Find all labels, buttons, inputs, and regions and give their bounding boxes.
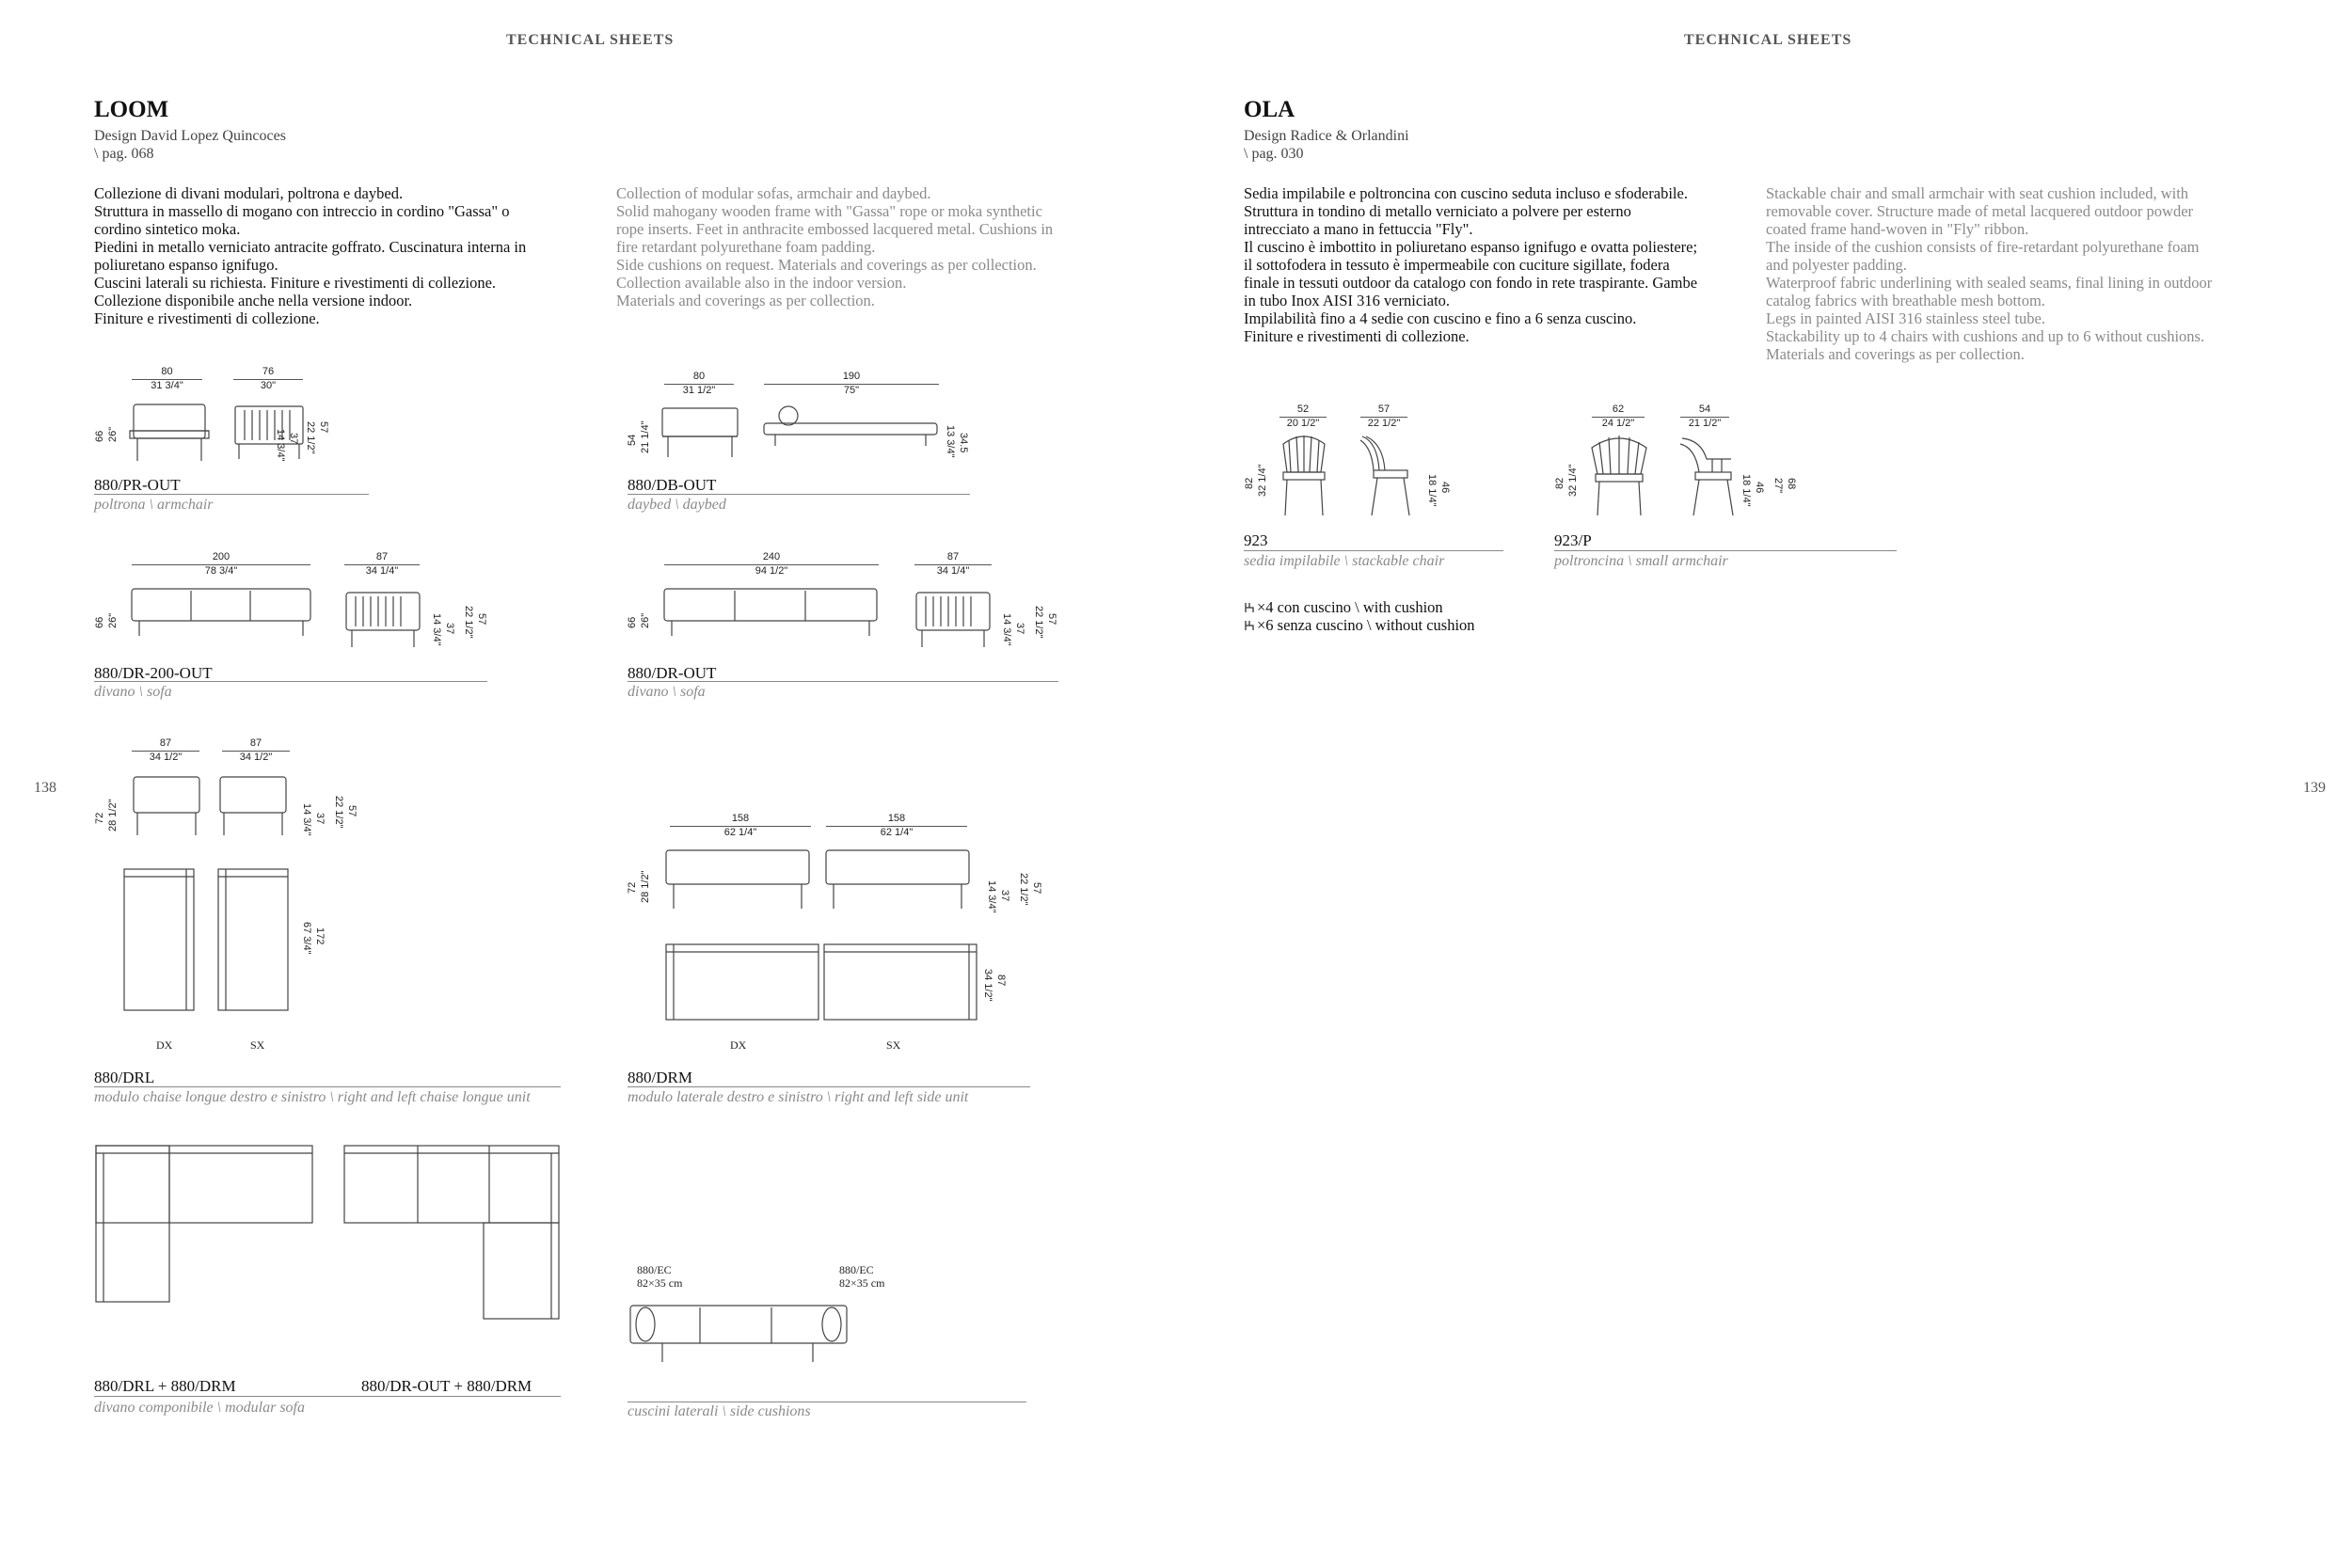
dim-depth: 76 xyxy=(262,366,275,377)
dim-width-in: 62 1/4" xyxy=(723,827,757,838)
chaise-dx-front-drawing xyxy=(132,773,207,839)
dim-seat-in: 14 3/4" xyxy=(301,803,312,836)
dim-depth: 87 xyxy=(375,551,389,562)
dim-arm: 57 xyxy=(1031,882,1042,895)
dim-arm-in: 27" xyxy=(1772,478,1784,494)
dim-depth: 172 xyxy=(314,927,326,945)
dim-width-in: 94 1/2" xyxy=(755,565,788,577)
sofa-200-side-drawing xyxy=(344,591,429,651)
ola-en-line: and polyester padding. xyxy=(1766,256,1907,274)
ola-page-ref: \ pag. 030 xyxy=(1244,146,1304,162)
dim-width-in: 31 3/4" xyxy=(151,380,183,391)
dim-height: 72 xyxy=(94,812,105,824)
stacked-chairs-icon xyxy=(1244,619,1257,632)
dim-seat-in: 14 3/4" xyxy=(275,429,286,462)
loom-it-line: Struttura in massello di mogano con intreccio in cordino "Gassa" o xyxy=(94,202,510,220)
dim-arm-in: 22 1/2" xyxy=(333,796,344,829)
cushion-label: 880/EC xyxy=(839,1263,874,1276)
chair-front-drawing xyxy=(1276,433,1332,521)
dim-depth-in: 22 1/2" xyxy=(1367,418,1401,429)
ola-description-it xyxy=(1244,184,1697,345)
dim-width: 80 xyxy=(692,371,706,382)
loom-en-line: fire retardant polyurethane foam padding. xyxy=(616,238,876,256)
dim-arm-in: 22 1/2" xyxy=(1018,873,1029,906)
product-code: 923 xyxy=(1244,531,1268,549)
dim-height-in: 26" xyxy=(640,612,651,628)
ola-en-line: Stackability up to 4 chairs with cushions and up to 6 without cushions. xyxy=(1766,327,2205,345)
chair-side-drawing xyxy=(1359,433,1415,521)
loom-description-it xyxy=(94,184,526,327)
dim-width: 52 xyxy=(1296,404,1310,415)
dim-seat: 37 xyxy=(288,433,299,445)
product-code: 880/DR-200-OUT xyxy=(94,664,213,682)
loom-en-line: Collection available also in the indoor version. xyxy=(616,274,907,292)
sofa-240-front-drawing xyxy=(662,585,884,641)
loom-en-line: Solid mahogany wooden frame with "Gassa" rope or moka synthetic xyxy=(616,202,1042,220)
dim-width: 87 xyxy=(249,737,262,749)
product-desc: modulo laterale destro e sinistro \ right and left side unit xyxy=(628,1089,969,1105)
dim-depth: 87 xyxy=(995,974,1007,987)
product-desc: poltroncina \ small armchair xyxy=(1554,553,1728,569)
dim-seat-in: 14 3/4" xyxy=(431,613,442,646)
dim-depth: 54 xyxy=(1698,404,1711,415)
product-desc: divano componibile \ modular sofa xyxy=(94,1400,305,1416)
side-cushions-drawing xyxy=(628,1302,854,1368)
side-unit-front-drawing xyxy=(664,847,984,914)
dim-seat-in: 14 3/4" xyxy=(986,880,997,913)
product-desc: cuscini laterali \ side cushions xyxy=(628,1403,811,1419)
loom-designer: Design David Lopez Quincoces xyxy=(94,128,286,144)
product-desc: divano \ sofa xyxy=(94,684,172,700)
armchair-front-drawing xyxy=(130,403,215,467)
loom-it-line: Finiture e rivestimenti di collezione. xyxy=(94,309,320,327)
ola-it-line: Il cuscino è imbottito in poliuretano espanso ignifugo e ovatta poliestere; xyxy=(1244,238,1698,256)
dim-depth-in: 34 1/4" xyxy=(936,565,970,577)
product-code: 880/DRM xyxy=(628,1069,692,1086)
dim-length: 190 xyxy=(842,371,861,382)
ola-en-line: catalog fabrics with breathable mesh bottom. xyxy=(1766,292,2045,309)
dim-arm: 57 xyxy=(1046,613,1057,626)
dim-height: 72 xyxy=(627,881,638,894)
loom-it-line: Collezione disponibile anche nella versione indoor. xyxy=(94,292,413,309)
dim-height-in: 28 1/2" xyxy=(640,870,651,903)
dim-height: 66 xyxy=(94,616,105,628)
product-code: 880/PR-OUT xyxy=(94,476,181,494)
ola-en-line: coated frame hand-woven in "Fly" ribbon. xyxy=(1766,220,2029,238)
dim-width-in: 62 1/4" xyxy=(880,827,914,838)
dim-width: 62 xyxy=(1612,404,1625,415)
product-code: 880/DB-OUT xyxy=(628,476,717,494)
page-number-right: 139 xyxy=(2303,780,2326,796)
ola-en-line: Stackable chair and small armchair with seat cushion included, with xyxy=(1766,184,2189,202)
stack-note-with-cushion xyxy=(1244,598,1443,616)
product-code: 880/DR-OUT + 880/DRM xyxy=(361,1377,532,1395)
dim-seat: 46 xyxy=(1439,482,1451,494)
dim-width: 200 xyxy=(212,551,230,562)
ola-designer: Design Radice & Orlandini xyxy=(1244,128,1409,144)
dim-seat-in: 14 3/4" xyxy=(1001,613,1012,646)
loom-title: LOOM xyxy=(94,97,169,122)
dim-depth-in: 34 1/2" xyxy=(982,969,993,1002)
loom-description-en xyxy=(616,184,1053,309)
ola-it-line: il sottofodera in tessuto è impermeabile con cuciture sigillate, fodera xyxy=(1244,256,1670,274)
sofa-240-side-drawing xyxy=(914,591,999,651)
dim-height: 66 xyxy=(627,616,638,628)
product-code: 880/DRL xyxy=(94,1069,155,1086)
loom-it-line: poliuretano espanso ignifugo. xyxy=(94,256,278,274)
sofa-200-front-drawing xyxy=(130,585,318,641)
dim-height-in: 32 1/4" xyxy=(1567,464,1579,497)
dim-height: 82 xyxy=(1244,477,1255,489)
stacked-chairs-icon xyxy=(1244,601,1257,614)
dim-arm: 57 xyxy=(346,805,358,817)
dim-width-in: 34 1/2" xyxy=(239,752,273,763)
dim-depth-in: 21 1/2" xyxy=(1688,418,1722,429)
dim-arm-in: 22 1/2" xyxy=(463,606,474,639)
header-left: TECHNICAL SHEETS xyxy=(506,32,675,48)
daybed-front-drawing xyxy=(660,406,745,463)
page-number-left: 138 xyxy=(34,780,56,796)
ola-it-line: Struttura in tondino di metallo verniciato a polvere per esterno xyxy=(1244,202,1631,220)
ola-it-line: Impilabilità fino a 4 sedie con cuscino e fino a 6 senza cuscino. xyxy=(1244,309,1637,327)
stack-note-without-cushion xyxy=(1244,616,1475,634)
dim-width-in: 34 1/2" xyxy=(149,752,183,763)
dim-height-in: 28 1/2" xyxy=(107,799,119,832)
dim-width-in: 31 1/2" xyxy=(682,385,716,396)
dim-seat: 34.5 xyxy=(958,433,969,453)
loom-it-line: Cuscini laterali su richiesta. Finiture e rivestimenti di collezione. xyxy=(94,274,497,292)
cushion-size: 82×35 cm xyxy=(839,1276,885,1290)
stack-note-text: ×6 senza cuscino \ without cushion xyxy=(1257,616,1475,634)
label-dx: DX xyxy=(156,1038,173,1052)
dim-arm: 57 xyxy=(318,421,329,434)
product-desc: poltrona \ armchair xyxy=(94,497,214,513)
dim-depth-in: 34 1/4" xyxy=(365,565,399,577)
loom-en-line: Materials and coverings as per collection. xyxy=(616,292,875,309)
dim-seat: 37 xyxy=(314,813,326,825)
loom-en-line: Collection of modular sofas, armchair and daybed. xyxy=(616,184,931,202)
dim-height-in: 26" xyxy=(107,612,119,628)
label-sx: SX xyxy=(886,1038,901,1052)
chaise-top-drawing xyxy=(122,867,301,1018)
dim-width-in: 24 1/2" xyxy=(1601,418,1635,429)
dim-width: 87 xyxy=(159,737,172,749)
dim-arm: 68 xyxy=(1786,478,1797,490)
product-desc: modulo chaise longue destro e sinistro \ right and left chaise longue unit xyxy=(94,1089,531,1105)
dim-seat-in: 18 1/4" xyxy=(1426,474,1438,507)
ola-it-line: Sedia impilabile e poltroncina con cuscino seduta incluso e sfoderabile. xyxy=(1244,184,1688,202)
dim-arm-in: 22 1/2" xyxy=(1033,606,1044,639)
dim-arm-in: 22 1/2" xyxy=(305,421,316,454)
loom-it-line: Piedini in metallo verniciato antracite goffrato. Cuscinatura interna in xyxy=(94,238,527,256)
loom-it-line: Collezione di divani modulari, poltrona e daybed. xyxy=(94,184,404,202)
product-desc: sedia impilabile \ stackable chair xyxy=(1244,553,1445,569)
cushion-label: 880/EC xyxy=(637,1263,672,1276)
dim-width: 80 xyxy=(161,366,173,377)
dim-seat-in: 18 1/4" xyxy=(1740,474,1752,507)
product-code: 880/DR-OUT xyxy=(628,664,717,682)
ola-it-line: in tubo Inox AISI 316 verniciato. xyxy=(1244,292,1451,309)
dim-seat-in: 13 3/4" xyxy=(945,425,956,458)
product-code: 880/DRL + 880/DRM xyxy=(94,1377,236,1395)
dim-arm: 57 xyxy=(476,613,487,626)
dim-seat: 46 xyxy=(1754,482,1765,494)
ola-it-line: finale in tessuti outdoor da catalogo con fondo in rete traspirante. Gambe xyxy=(1244,274,1698,292)
stack-note-text: ×4 con cuscino \ with cushion xyxy=(1257,598,1443,616)
modular-composition-drawing xyxy=(94,1144,564,1323)
side-unit-top-drawing xyxy=(664,942,984,1027)
ola-en-line: The inside of the cushion consists of fire-retardant polyurethane foam xyxy=(1766,238,2200,256)
dim-width: 240 xyxy=(762,551,781,562)
dim-height: 82 xyxy=(1554,477,1565,489)
armchair-side-drawing xyxy=(1678,433,1737,521)
product-desc: daybed \ daybed xyxy=(628,497,726,513)
ola-it-line: Finiture e rivestimenti di collezione. xyxy=(1244,327,1470,345)
dim-height-in: 26" xyxy=(107,426,119,442)
header-right: TECHNICAL SHEETS xyxy=(1684,32,1852,48)
ola-en-line: Legs in painted AISI 316 stainless steel tube. xyxy=(1766,309,2045,327)
ola-en-line: Materials and coverings as per collection. xyxy=(1766,345,2025,363)
daybed-side-drawing xyxy=(760,403,948,459)
loom-en-line: Side cushions on request. Materials and coverings as per collection. xyxy=(616,256,1037,274)
dim-depth: 57 xyxy=(1377,404,1391,415)
dim-height-in: 32 1/4" xyxy=(1257,464,1268,497)
dim-width: 158 xyxy=(731,813,750,824)
dim-height: 54 xyxy=(627,434,638,446)
dim-seat: 37 xyxy=(999,890,1010,902)
dim-width: 158 xyxy=(887,813,906,824)
dim-depth: 87 xyxy=(946,551,960,562)
ola-en-line: removable cover. Structure made of metal lacquered outdoor powder xyxy=(1766,202,2194,220)
dim-length-in: 75" xyxy=(843,385,860,396)
label-dx: DX xyxy=(730,1038,747,1052)
dim-height-in: 21 1/4" xyxy=(640,420,651,453)
product-code: 923/P xyxy=(1554,531,1592,549)
dim-seat: 37 xyxy=(1014,623,1025,635)
cushion-size: 82×35 cm xyxy=(637,1276,683,1290)
armchair-front-drawing xyxy=(1588,433,1650,521)
loom-page-ref: \ pag. 068 xyxy=(94,146,154,162)
dim-seat: 37 xyxy=(444,623,455,635)
ola-it-line: intrecciato a mano in fettuccia "Fly". xyxy=(1244,220,1473,238)
dim-width-in: 78 3/4" xyxy=(204,565,238,577)
dim-depth-in: 30" xyxy=(260,380,277,391)
chaise-sx-front-drawing xyxy=(218,773,294,839)
ola-description-en xyxy=(1766,184,2212,363)
dim-width-in: 20 1/2" xyxy=(1286,418,1320,429)
ola-title: OLA xyxy=(1244,97,1295,122)
dim-depth-in: 67 3/4" xyxy=(301,922,312,955)
product-desc: divano \ sofa xyxy=(628,684,706,700)
dim-height: 66 xyxy=(94,430,105,442)
loom-it-line: cordino sintetico moka. xyxy=(94,220,241,238)
label-sx: SX xyxy=(250,1038,265,1052)
ola-en-line: Waterproof fabric underlining with sealed seams, final lining in outdoor xyxy=(1766,274,2213,292)
loom-en-line: rope inserts. Feet in anthracite embossed lacquered metal. Cushions in xyxy=(616,220,1054,238)
